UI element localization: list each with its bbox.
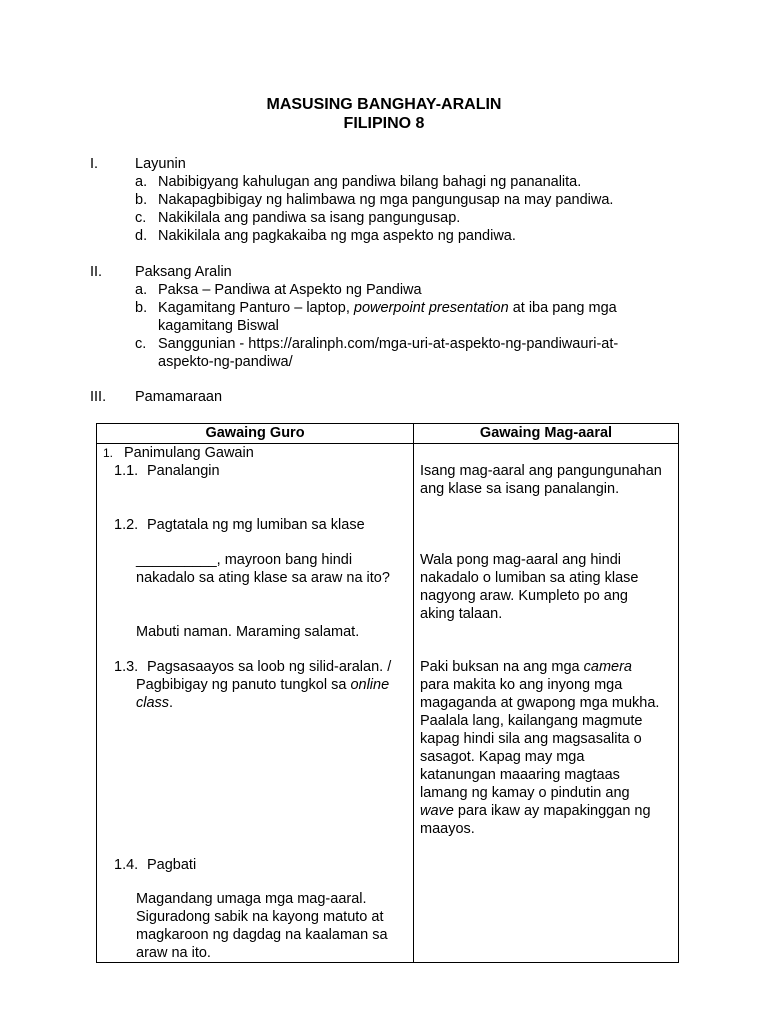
guro-text: magkaroon ng dagdag na kaalaman sa <box>136 927 388 943</box>
guro-text-part: . <box>169 695 174 711</box>
list-item-paksa: Paksa – Pandiwa at Aspekto ng Pandiwa <box>158 282 422 298</box>
list-item-letter: d. <box>135 228 148 244</box>
step-label-panimulang-gawain: Panimulang Gawain <box>124 445 254 461</box>
step-number: 1. <box>103 446 114 460</box>
list-item-letter: a. <box>135 174 148 190</box>
document-subtitle: FILIPINO 8 <box>343 115 425 132</box>
section-title-pamamaraan: Pamamaraan <box>135 389 223 405</box>
mag-aaral-text <box>420 658 632 676</box>
mag-aaral-text: Paalala lang, kailangang magmute <box>420 713 643 729</box>
list-item-letter: c. <box>135 210 147 226</box>
mag-aaral-text-italic: camera <box>583 659 632 675</box>
mag-aaral-text: para makita ko ang inyong mga <box>420 677 623 693</box>
list-item-letter: b. <box>135 300 148 316</box>
mag-aaral-text: aking talaan. <box>420 606 503 622</box>
guro-text: Siguradong sabik na kayong matuto at <box>136 909 384 925</box>
mag-aaral-text: nakadalo o lumiban sa ating klase <box>420 570 639 586</box>
guro-text: araw na ito. <box>136 945 211 961</box>
guro-text: Magandang umaga mga mag-aaral. <box>136 891 367 907</box>
substep-number: 1.2. <box>114 517 139 533</box>
column-header-gawaing-guro: Gawaing Guro <box>97 424 414 444</box>
list-item-letter: a. <box>135 282 148 298</box>
mag-aaral-text-italic: wave <box>420 803 454 819</box>
guro-text <box>136 694 173 712</box>
list-item: Nakapagbibigay ng halimbawa ng mga pangungusap na may pandiwa. <box>158 192 614 208</box>
substep-number: 1.4. <box>114 857 139 873</box>
list-item-sanggunian-line2: aspekto-ng-pandiwa/ <box>158 354 293 370</box>
document-title: MASUSING BANGHAY-ARALIN <box>266 96 502 113</box>
guro-text <box>136 676 389 694</box>
guro-text-italic: online <box>350 677 390 693</box>
guro-text: Mabuti naman. Maraming salamat. <box>136 624 360 640</box>
guro-text: __________, mayroon bang hindi <box>136 552 353 568</box>
section-title-layunin: Layunin <box>135 156 186 172</box>
list-item-kagamitan <box>158 299 658 317</box>
list-item: Nakikilala ang pagkakaiba ng mga aspekto ng pandiwa. <box>158 228 516 244</box>
substep-number: 1.1. <box>114 463 139 479</box>
kagamitan-italic: powerpoint presentation <box>353 300 509 316</box>
mag-aaral-text <box>420 802 651 820</box>
mag-aaral-text: sasagot. Kapag may mga <box>420 749 585 765</box>
mag-aaral-text: katanungan maaaring magtaas <box>420 767 620 783</box>
substep-label-pagsasaayos: Pagsasaayos sa loob ng silid-aralan. / <box>147 659 392 675</box>
table-row <box>97 444 679 963</box>
mag-aaral-text: lamang ng kamay o pindutin ang <box>420 785 630 801</box>
list-item: Nakikilala ang pandiwa sa isang pangungusap. <box>158 210 461 226</box>
mag-aaral-text: Isang mag-aaral ang pangungunahan <box>420 463 662 479</box>
section-numeral-paksang-aralin: II. <box>90 264 103 280</box>
mag-aaral-text: magaganda at gwapong mga mukha. <box>420 695 660 711</box>
guro-text-part: Pagbibigay ng panuto tungkol sa <box>136 677 351 693</box>
mag-aaral-text: ang klase sa isang panalangin. <box>420 481 620 497</box>
list-item-kagamitan-line2: kagamitang Biswal <box>158 318 279 334</box>
table-header-row <box>97 424 679 444</box>
mag-aaral-text: maayos. <box>420 821 475 837</box>
guro-cell <box>97 444 414 963</box>
mag-aaral-text-part: Paki buksan na ang mga <box>420 659 584 675</box>
substep-label-pagtatala: Pagtatala ng mg lumiban sa klase <box>147 517 365 533</box>
column-header-gawaing-mag-aaral: Gawaing Mag-aaral <box>414 424 679 444</box>
list-item-letter: c. <box>135 336 147 352</box>
mag-aaral-cell <box>414 444 679 963</box>
substep-label-panalangin: Panalangin <box>147 463 220 479</box>
mag-aaral-text: Wala pong mag-aaral ang hindi <box>420 552 621 568</box>
list-item: Nabibigyang kahulugan ang pandiwa bilang bahagi ng pananalita. <box>158 174 582 190</box>
kagamitan-text: Kagamitang Panturo – laptop, <box>158 300 354 316</box>
substep-label-pagbati: Pagbati <box>147 857 197 873</box>
mag-aaral-text-part: para ikaw ay mapakinggan ng <box>453 803 651 819</box>
substep-number: 1.3. <box>114 659 139 675</box>
list-item-letter: b. <box>135 192 148 208</box>
section-numeral-pamamaraan: III. <box>90 389 107 405</box>
mag-aaral-text: kapag hindi sila ang magsasalita o <box>420 731 642 747</box>
list-item-sanggunian: Sanggunian - https://aralinph.com/mga-uri-at-aspekto-ng-pandiwauri-at- <box>158 336 619 352</box>
guro-text: nakadalo sa ating klase sa araw na ito? <box>136 570 390 586</box>
kagamitan-text-post: at iba pang mga <box>508 300 617 316</box>
section-numeral-layunin: I. <box>90 156 99 172</box>
lesson-plan-table <box>96 423 679 963</box>
guro-text-italic: class <box>136 695 170 711</box>
section-title-paksang-aralin: Paksang Aralin <box>135 264 232 280</box>
mag-aaral-text: nagyong araw. Kumpleto po ang <box>420 588 628 604</box>
